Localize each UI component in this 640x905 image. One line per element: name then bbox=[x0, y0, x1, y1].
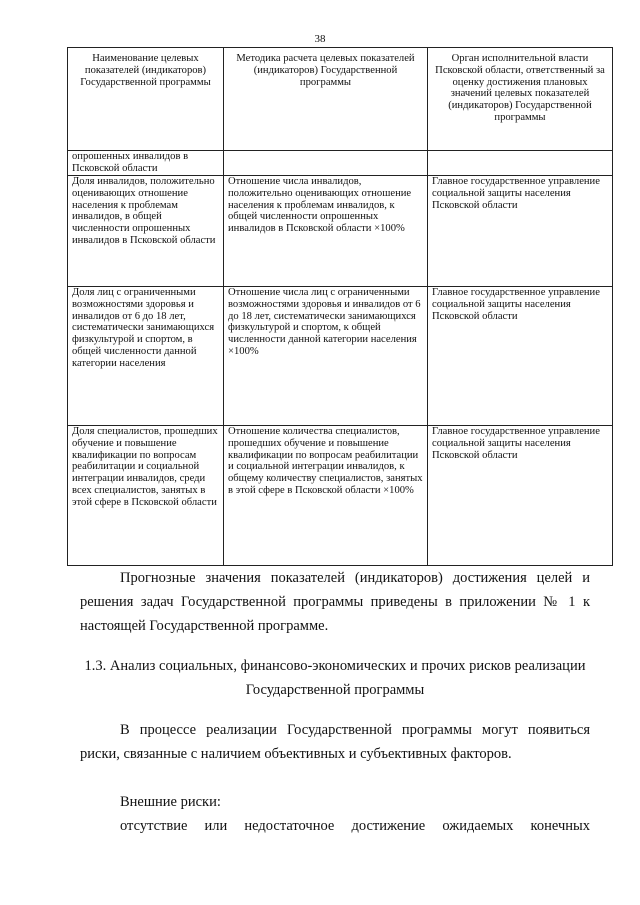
table-row bbox=[68, 176, 613, 287]
table-cell: Отношение количества специалистов, прошедших обучение и повышение квалификации по вопросам реабилитации и социальной интеграции инвалидов, к общему количеству специалистов, занятых в этой сфере в Псковской области ×100% bbox=[224, 426, 428, 566]
table-cell: опрошенных инвалидов в Псковской области bbox=[68, 151, 224, 176]
table-cell: Доля инвалидов, положительно оценивающих отношение населения к проблемам инвалидов, в общей численности опрошенных инвалидов в Псковской области bbox=[68, 176, 224, 287]
table-cell: Доля лиц с ограниченными возможностями здоровья и инвалидов от 6 до 18 лет, систематически занимающихся физкультурой и спортом, в общей численности данной категории населения bbox=[68, 287, 224, 426]
table-cell: Главное государственное управление социальной защиты населения Псковской области bbox=[428, 176, 613, 287]
risks-paragraph: В процессе реализации Государственной программы могут появиться риски, связанные с наличием объективных и субъективных факторов. bbox=[80, 722, 590, 762]
table-cell: Отношение числа лиц с ограниченными возможностями здоровья и инвалидов от 6 до 18 лет, систематически занимающихся физкультурой и спортом, к общей численности данной категории населения ×100% bbox=[224, 287, 428, 426]
table-cell: Отношение числа инвалидов, положительно оценивающих отношение населения к проблемам инвалидов, к общей численности опрошенных инвалидов в Псковской области ×100% bbox=[224, 176, 428, 287]
indicators-table bbox=[67, 47, 613, 566]
table-row bbox=[68, 151, 613, 176]
header-indicator-name: Наименование целевых показателей (индикаторов) Государственной программы bbox=[68, 48, 224, 151]
table-cell bbox=[428, 151, 613, 176]
table-cell: Главное государственное управление социальной защиты населения Псковской области bbox=[428, 287, 613, 426]
table-cell: Главное государственное управление социальной защиты населения Псковской области bbox=[428, 426, 613, 566]
last-paragraph: отсутствие или недостаточное достижение ожидаемых конечных bbox=[120, 818, 590, 834]
table-cell bbox=[224, 151, 428, 176]
table-header-row bbox=[68, 48, 613, 151]
table-row bbox=[68, 287, 613, 426]
table-cell: Доля специалистов, прошедших обучение и повышение квалификации по вопросам реабилитации и социальной интеграции инвалидов, среди всех специалистов, занятых в этой сфере в Псковской области bbox=[68, 426, 224, 566]
header-responsible-body: Орган исполнительной власти Псковской области, ответственный за оценку достижения плановых значений целевых показателей (индикаторов) Государственной программы bbox=[428, 48, 613, 151]
header-calculation-method: Методика расчета целевых показателей (индикаторов) Государственной программы bbox=[224, 48, 428, 151]
page-number: 38 bbox=[314, 33, 326, 45]
external-risks-label: Внешние риски: bbox=[120, 794, 221, 810]
table-row bbox=[68, 426, 613, 566]
forecast-paragraph: Прогнозные значения показателей (индикаторов) достижения целей и решения задач Государственной программы приведены в приложении № 1 к настоящей Государственной программе. bbox=[80, 570, 590, 634]
section-heading: 1.3. Анализ социальных, финансово-экономических и прочих рисков реализации Государственной программы bbox=[84, 658, 586, 698]
